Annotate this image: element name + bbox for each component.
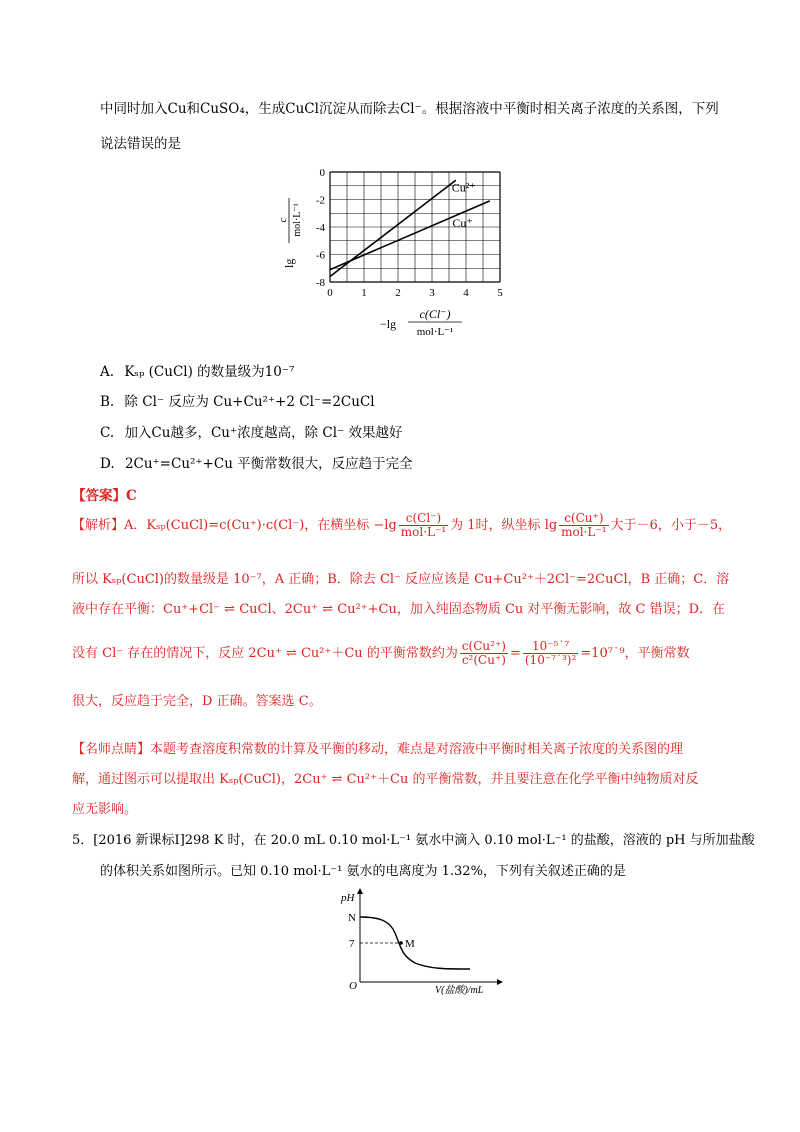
x-tick-label: 5	[497, 287, 503, 299]
y-tick-label: -6	[315, 249, 325, 262]
analysis-line-1a: 【解析】A．Kₛₚ(CuCl)=c(Cu⁺)·c(Cl⁻)，在横坐标 −lg	[72, 518, 397, 534]
option-b-letter: B.	[100, 394, 115, 410]
analysis-line-1b: 为 1时，纵坐标 lg	[450, 518, 558, 534]
option-c	[100, 421, 402, 441]
tip-line-2: 解，通过图示可以提取出 Kₛₚ(CuCl)，2Cu⁺ ⇌ Cu²⁺＋Cu 的平衡常数，并且要注意在化学平衡中纯物质对反	[72, 772, 699, 787]
option-c-text: 加入Cu越多，Cu⁺浓度越高，除 Cl⁻ 效果越好	[124, 425, 403, 441]
x-axis-label-den: mol·L⁻¹	[416, 326, 454, 338]
tip-line-3: 应无影响。	[72, 802, 138, 817]
tip-line-1: 【名师点睛】本题考查溶度积常数的计算及平衡的移动，难点是对溶液中平衡时相关离子浓度的关系图的理	[72, 742, 684, 757]
x-tick-label: 3	[429, 287, 435, 299]
analysis-line-4a: 没有 Cl⁻ 存在的情况下，反应 2Cu⁺ ⇌ Cu²⁺＋Cu 的平衡常数约为	[72, 646, 458, 662]
y-tick-label: -4	[315, 222, 325, 234]
x-tick-label: 4	[463, 287, 469, 299]
ph-y-label: pH	[341, 892, 355, 904]
ph-seven-label: 7	[349, 938, 355, 950]
x-axis-label-prefix: −lg	[380, 317, 397, 331]
frac-cl: $\frac{c(Cl^-)}{\text{mol·L⁻¹}}$	[400, 511, 447, 540]
frac-k1: $\frac{\text{c(Cu²⁺)}}{\text{c²(Cu⁺)}}$	[461, 639, 506, 668]
analysis-line-4b: =10⁷˙⁹，平衡常数	[580, 646, 690, 662]
option-a-text: Kₛₚ (CuCl) 的数量级为10⁻⁷	[124, 364, 295, 380]
analysis-line-2: 所以 Kₛₚ(CuCl)的数量级是 10⁻⁷，A 正确；B．除去 Cl⁻ 反应应该是 Cu+Cu²⁺＋2Cl⁻=2CuCl，B 正确；C．溶	[72, 572, 730, 587]
intro-line-1: 中同时加入Cu和CuSO₄，生成CuCl沉淀从而除去Cl⁻。根据溶液中平衡时相关离子浓度的关系图，下列	[100, 101, 719, 117]
answer-label: 【答案】C	[72, 488, 137, 504]
x-tick-label: 0	[327, 287, 333, 299]
analysis-line-1	[72, 512, 731, 539]
option-c-letter: C.	[100, 425, 115, 441]
ph-n-label: N	[348, 912, 356, 924]
y-tick-label: -2	[315, 194, 325, 207]
x-tick-label: 1	[361, 287, 367, 299]
ph-chart	[335, 885, 510, 995]
ph-point-m	[399, 941, 403, 945]
y-tick-label: 0	[319, 167, 325, 179]
analysis-line-1c: 大于－6，小于－5，	[610, 518, 732, 534]
y-axis-label-prefix: lg	[282, 258, 296, 268]
option-a-letter: A.	[100, 364, 115, 380]
ph-x-label: V(盐酸)/mL	[435, 985, 484, 995]
frac-k2: $\frac{\text{10⁻⁵˙⁷}}{\text{(10⁻⁷˙³)²}}$	[524, 639, 577, 668]
q5-line-1: 5．[2016 新课标Ⅰ]298 K 时，在 20.0 mL 0.10 mol·L⁻¹ 氨水中滴入 0.10 mol·L⁻¹ 的盐酸，溶液的 pH 与所加盐酸	[72, 833, 755, 848]
y-tick-label: -8	[315, 277, 325, 289]
option-a	[100, 360, 294, 380]
option-b	[100, 390, 375, 410]
option-d-text: 2Cu⁺=Cu²⁺+Cu 平衡常数很大，反应趋于完全	[124, 456, 413, 472]
equals-sign: =	[509, 646, 521, 662]
intro-line-2: 说法错误的是	[100, 136, 181, 152]
y-axis-label-num: c	[277, 217, 289, 223]
series-label-1: Cu⁺	[452, 216, 473, 230]
series-label-0: Cu²⁺	[451, 180, 476, 195]
analysis-line-5: 很大，反应趋于完全，D 正确。答案选 C。	[72, 694, 322, 709]
q5-line-2: 的体积关系如图所示。已知 0.10 mol·L⁻¹ 氨水的电离度为 1.32%，下列有关叙述正确的是	[100, 864, 626, 879]
ph-m-label: M	[405, 938, 415, 950]
analysis-line-4	[72, 640, 690, 667]
option-d-letter: D.	[100, 456, 115, 472]
analysis-line-3: 液中存在平衡：Cu⁺+Cl⁻ ⇌ CuCl、2Cu⁺ ⇌ Cu²⁺+Cu，加入纯固态物质 Cu 对平衡无影响，故 C 错误；D．在	[72, 602, 726, 617]
ph-origin-label: O	[349, 980, 357, 992]
y-axis-label-den: mol·L⁻¹	[292, 203, 303, 237]
x-tick-label: 2	[395, 287, 401, 299]
x-axis-label-num: c(Cl⁻)	[419, 307, 451, 321]
option-d	[100, 452, 413, 472]
frac-cu: $\frac{c(Cu^+)}{\text{mol·L⁻¹}}$	[561, 511, 607, 540]
concentration-chart	[270, 160, 530, 350]
option-b-text: 除 Cl⁻ 反应为 Cu+Cu²⁺+2 Cl⁻=2CuCl	[124, 394, 375, 410]
